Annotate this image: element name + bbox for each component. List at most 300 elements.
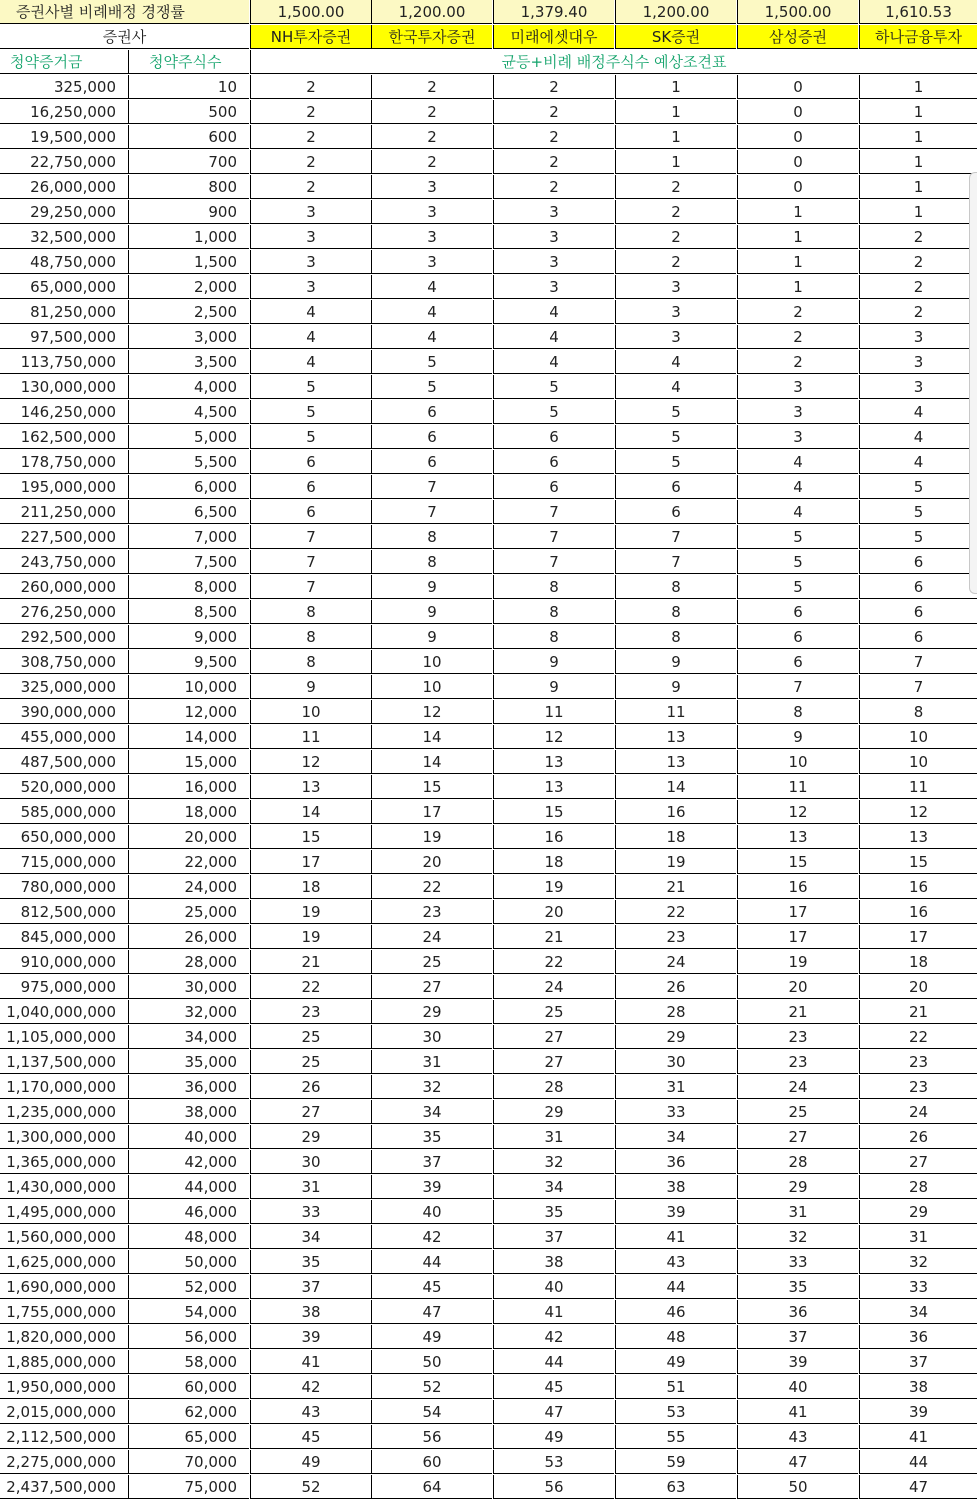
allocation-cell[interactable]: 18 (250, 875, 371, 899)
shares-cell[interactable]: 46,000 (128, 1200, 249, 1224)
allocation-cell[interactable]: 47 (859, 1475, 977, 1499)
allocation-cell[interactable]: 5 (250, 425, 371, 449)
allocation-cell[interactable]: 1 (737, 250, 858, 274)
allocation-cell[interactable]: 7 (615, 525, 736, 549)
allocation-cell[interactable]: 2 (859, 250, 977, 274)
allocation-cell[interactable]: 22 (371, 875, 492, 899)
allocation-cell[interactable]: 37 (493, 1225, 614, 1249)
allocation-cell[interactable]: 10 (371, 675, 492, 699)
broker-name[interactable]: 한국투자증권 (371, 25, 492, 49)
deposit-cell[interactable]: 455,000,000 (0, 725, 128, 749)
allocation-cell[interactable]: 28 (859, 1175, 977, 1199)
allocation-cell[interactable]: 11 (493, 700, 614, 724)
allocation-cell[interactable]: 22 (859, 1025, 977, 1049)
deposit-cell[interactable]: 1,300,000,000 (0, 1125, 128, 1149)
allocation-cell[interactable]: 26 (615, 975, 736, 999)
shares-cell[interactable]: 38,000 (128, 1100, 249, 1124)
shares-cell[interactable]: 2,500 (128, 300, 249, 324)
deposit-cell[interactable]: 975,000,000 (0, 975, 128, 999)
allocation-cell[interactable]: 2 (737, 350, 858, 374)
shares-cell[interactable]: 60,000 (128, 1375, 249, 1399)
deposit-cell[interactable]: 2,437,500,000 (0, 1475, 128, 1499)
allocation-cell[interactable]: 39 (250, 1325, 371, 1349)
allocation-cell[interactable]: 5 (493, 400, 614, 424)
allocation-cell[interactable]: 54 (371, 1400, 492, 1424)
allocation-cell[interactable]: 0 (737, 125, 858, 149)
shares-cell[interactable]: 16,000 (128, 775, 249, 799)
allocation-cell[interactable]: 30 (615, 1050, 736, 1074)
deposit-cell[interactable]: 845,000,000 (0, 925, 128, 949)
shares-cell[interactable]: 28,000 (128, 950, 249, 974)
deposit-cell[interactable]: 715,000,000 (0, 850, 128, 874)
allocation-cell[interactable]: 5 (737, 575, 858, 599)
allocation-cell[interactable]: 8 (615, 575, 736, 599)
allocation-cell[interactable]: 7 (371, 475, 492, 499)
shares-cell[interactable]: 3,500 (128, 350, 249, 374)
deposit-cell[interactable]: 1,690,000,000 (0, 1275, 128, 1299)
allocation-cell[interactable]: 24 (493, 975, 614, 999)
allocation-cell[interactable]: 3 (250, 250, 371, 274)
allocation-cell[interactable]: 16 (859, 875, 977, 899)
allocation-cell[interactable]: 33 (859, 1275, 977, 1299)
deposit-cell[interactable]: 162,500,000 (0, 425, 128, 449)
shares-cell[interactable]: 42,000 (128, 1150, 249, 1174)
shares-cell[interactable]: 62,000 (128, 1400, 249, 1424)
allocation-cell[interactable]: 3 (250, 225, 371, 249)
deposit-cell[interactable]: 325,000 (0, 75, 128, 99)
allocation-cell[interactable]: 5 (859, 525, 977, 549)
allocation-cell[interactable]: 19 (737, 950, 858, 974)
allocation-cell[interactable]: 15 (371, 775, 492, 799)
allocation-cell[interactable]: 18 (615, 825, 736, 849)
allocation-cell[interactable]: 1 (859, 200, 977, 224)
shares-cell[interactable]: 600 (128, 125, 249, 149)
allocation-cell[interactable]: 56 (371, 1425, 492, 1449)
allocation-cell[interactable]: 12 (859, 800, 977, 824)
allocation-cell[interactable]: 15 (493, 800, 614, 824)
allocation-cell[interactable]: 39 (371, 1175, 492, 1199)
allocation-cell[interactable]: 2 (250, 125, 371, 149)
allocation-cell[interactable]: 25 (737, 1100, 858, 1124)
allocation-cell[interactable]: 10 (250, 700, 371, 724)
allocation-cell[interactable]: 52 (250, 1475, 371, 1499)
deposit-cell[interactable]: 585,000,000 (0, 800, 128, 824)
allocation-cell[interactable]: 8 (493, 625, 614, 649)
allocation-cell[interactable]: 34 (615, 1125, 736, 1149)
allocation-cell[interactable]: 23 (859, 1050, 977, 1074)
allocation-cell[interactable]: 17 (250, 850, 371, 874)
rate-cell[interactable]: 1,610.53 (859, 0, 977, 24)
allocation-cell[interactable]: 21 (737, 1000, 858, 1024)
deposit-cell[interactable]: 1,137,500,000 (0, 1050, 128, 1074)
deposit-cell[interactable]: 243,750,000 (0, 550, 128, 574)
allocation-cell[interactable]: 2 (371, 75, 492, 99)
deposit-cell[interactable]: 1,365,000,000 (0, 1150, 128, 1174)
allocation-cell[interactable]: 6 (493, 475, 614, 499)
shares-cell[interactable]: 2,000 (128, 275, 249, 299)
deposit-cell[interactable]: 390,000,000 (0, 700, 128, 724)
allocation-cell[interactable]: 5 (371, 375, 492, 399)
allocation-cell[interactable]: 33 (615, 1100, 736, 1124)
broker-name[interactable]: NH투자증권 (250, 25, 371, 49)
allocation-cell[interactable]: 37 (250, 1275, 371, 1299)
allocation-cell[interactable]: 4 (737, 450, 858, 474)
deposit-cell[interactable]: 1,105,000,000 (0, 1025, 128, 1049)
allocation-cell[interactable]: 2 (615, 250, 736, 274)
allocation-cell[interactable]: 21 (615, 875, 736, 899)
shares-cell[interactable]: 24,000 (128, 875, 249, 899)
allocation-cell[interactable]: 6 (859, 550, 977, 574)
allocation-cell[interactable]: 3 (859, 325, 977, 349)
deposit-cell[interactable]: 910,000,000 (0, 950, 128, 974)
allocation-cell[interactable]: 39 (615, 1200, 736, 1224)
allocation-cell[interactable]: 50 (371, 1350, 492, 1374)
allocation-cell[interactable]: 3 (737, 400, 858, 424)
shares-cell[interactable]: 1,000 (128, 225, 249, 249)
shares-cell[interactable]: 3,000 (128, 325, 249, 349)
allocation-cell[interactable]: 3 (737, 375, 858, 399)
allocation-cell[interactable]: 2 (371, 125, 492, 149)
allocation-cell[interactable]: 31 (493, 1125, 614, 1149)
allocation-cell[interactable]: 4 (250, 325, 371, 349)
allocation-cell[interactable]: 5 (250, 400, 371, 424)
allocation-cell[interactable]: 27 (493, 1050, 614, 1074)
allocation-cell[interactable]: 3 (250, 275, 371, 299)
allocation-cell[interactable]: 15 (250, 825, 371, 849)
shares-cell[interactable]: 35,000 (128, 1050, 249, 1074)
allocation-cell[interactable]: 53 (493, 1450, 614, 1474)
allocation-cell[interactable]: 48 (615, 1325, 736, 1349)
shares-cell[interactable]: 10,000 (128, 675, 249, 699)
allocation-cell[interactable]: 9 (371, 625, 492, 649)
allocation-cell[interactable]: 11 (615, 700, 736, 724)
shares-cell[interactable]: 52,000 (128, 1275, 249, 1299)
allocation-cell[interactable]: 2 (371, 150, 492, 174)
allocation-cell[interactable]: 24 (615, 950, 736, 974)
allocation-cell[interactable]: 4 (737, 475, 858, 499)
allocation-cell[interactable]: 17 (737, 900, 858, 924)
allocation-cell[interactable]: 13 (250, 775, 371, 799)
deposit-cell[interactable]: 1,820,000,000 (0, 1325, 128, 1349)
deposit-cell[interactable]: 1,235,000,000 (0, 1100, 128, 1124)
shares-cell[interactable]: 44,000 (128, 1175, 249, 1199)
allocation-cell[interactable]: 6 (493, 450, 614, 474)
allocation-cell[interactable]: 3 (371, 175, 492, 199)
allocation-cell[interactable]: 47 (371, 1300, 492, 1324)
allocation-cell[interactable]: 1 (737, 200, 858, 224)
allocation-cell[interactable]: 36 (737, 1300, 858, 1324)
allocation-cell[interactable]: 29 (250, 1125, 371, 1149)
allocation-cell[interactable]: 20 (493, 900, 614, 924)
allocation-cell[interactable]: 0 (737, 150, 858, 174)
shares-column-header[interactable]: 청약주식수 (128, 50, 249, 74)
allocation-cell[interactable]: 5 (737, 525, 858, 549)
shares-cell[interactable]: 800 (128, 175, 249, 199)
shares-cell[interactable]: 18,000 (128, 800, 249, 824)
allocation-cell[interactable]: 2 (493, 175, 614, 199)
allocation-cell[interactable]: 64 (371, 1475, 492, 1499)
allocation-cell[interactable]: 59 (615, 1450, 736, 1474)
allocation-cell[interactable]: 52 (371, 1375, 492, 1399)
allocation-cell[interactable]: 3 (250, 200, 371, 224)
deposit-cell[interactable]: 2,015,000,000 (0, 1400, 128, 1424)
allocation-cell[interactable]: 5 (615, 400, 736, 424)
shares-cell[interactable]: 34,000 (128, 1025, 249, 1049)
allocation-cell[interactable]: 9 (250, 675, 371, 699)
allocation-cell[interactable]: 27 (493, 1025, 614, 1049)
allocation-cell[interactable]: 4 (493, 300, 614, 324)
allocation-cell[interactable]: 27 (250, 1100, 371, 1124)
allocation-cell[interactable]: 8 (493, 600, 614, 624)
allocation-cell[interactable]: 13 (493, 750, 614, 774)
allocation-cell[interactable]: 43 (250, 1400, 371, 1424)
allocation-cell[interactable]: 26 (859, 1125, 977, 1149)
allocation-cell[interactable]: 12 (371, 700, 492, 724)
deposit-cell[interactable]: 1,430,000,000 (0, 1175, 128, 1199)
allocation-cell[interactable]: 7 (250, 550, 371, 574)
allocation-cell[interactable]: 22 (615, 900, 736, 924)
shares-cell[interactable]: 26,000 (128, 925, 249, 949)
allocation-cell[interactable]: 27 (859, 1150, 977, 1174)
allocation-cell[interactable]: 28 (737, 1150, 858, 1174)
deposit-cell[interactable]: 812,500,000 (0, 900, 128, 924)
allocation-cell[interactable]: 0 (737, 175, 858, 199)
allocation-cell[interactable]: 43 (615, 1250, 736, 1274)
allocation-cell[interactable]: 32 (737, 1225, 858, 1249)
allocation-cell[interactable]: 5 (615, 425, 736, 449)
allocation-cell[interactable]: 41 (737, 1400, 858, 1424)
allocation-cell[interactable]: 34 (493, 1175, 614, 1199)
allocation-cell[interactable]: 6 (615, 500, 736, 524)
allocation-cell[interactable]: 6 (859, 600, 977, 624)
allocation-cell[interactable]: 3 (493, 250, 614, 274)
shares-cell[interactable]: 5,000 (128, 425, 249, 449)
allocation-cell[interactable]: 6 (250, 475, 371, 499)
allocation-cell[interactable]: 5 (859, 500, 977, 524)
deposit-cell[interactable]: 29,250,000 (0, 200, 128, 224)
deposit-cell[interactable]: 1,170,000,000 (0, 1075, 128, 1099)
allocation-cell[interactable]: 41 (615, 1225, 736, 1249)
allocation-cell[interactable]: 6 (615, 475, 736, 499)
allocation-cell[interactable]: 18 (859, 950, 977, 974)
allocation-cell[interactable]: 9 (371, 600, 492, 624)
allocation-cell[interactable]: 42 (250, 1375, 371, 1399)
deposit-cell[interactable]: 2,275,000,000 (0, 1450, 128, 1474)
allocation-cell[interactable]: 20 (859, 975, 977, 999)
allocation-cell[interactable]: 11 (859, 775, 977, 799)
allocation-cell[interactable]: 38 (859, 1375, 977, 1399)
allocation-cell[interactable]: 24 (371, 925, 492, 949)
allocation-cell[interactable]: 31 (737, 1200, 858, 1224)
allocation-cell[interactable]: 2 (859, 300, 977, 324)
allocation-cell[interactable]: 19 (493, 875, 614, 899)
allocation-cell[interactable]: 5 (250, 375, 371, 399)
shares-cell[interactable]: 10 (128, 75, 249, 99)
shares-cell[interactable]: 6,000 (128, 475, 249, 499)
allocation-cell[interactable]: 1 (859, 100, 977, 124)
allocation-cell[interactable]: 31 (859, 1225, 977, 1249)
shares-cell[interactable]: 65,000 (128, 1425, 249, 1449)
allocation-cell[interactable]: 31 (371, 1050, 492, 1074)
rate-cell[interactable]: 1,200.00 (615, 0, 736, 24)
deposit-column-header[interactable]: 청약증거금 (0, 50, 128, 74)
allocation-cell[interactable]: 63 (615, 1475, 736, 1499)
allocation-cell[interactable]: 5 (371, 350, 492, 374)
allocation-cell[interactable]: 24 (737, 1075, 858, 1099)
allocation-cell[interactable]: 2 (493, 125, 614, 149)
allocation-cell[interactable]: 17 (859, 925, 977, 949)
broker-label[interactable]: 증권사 (0, 25, 249, 49)
allocation-cell[interactable]: 49 (250, 1450, 371, 1474)
allocation-cell[interactable]: 3 (737, 425, 858, 449)
deposit-cell[interactable]: 22,750,000 (0, 150, 128, 174)
allocation-cell[interactable]: 13 (737, 825, 858, 849)
allocation-cell[interactable]: 6 (250, 450, 371, 474)
allocation-cell[interactable]: 32 (859, 1250, 977, 1274)
allocation-cell[interactable]: 15 (737, 850, 858, 874)
allocation-cell[interactable]: 8 (615, 600, 736, 624)
deposit-cell[interactable]: 650,000,000 (0, 825, 128, 849)
allocation-cell[interactable]: 29 (615, 1025, 736, 1049)
allocation-cell[interactable]: 14 (371, 725, 492, 749)
deposit-cell[interactable]: 32,500,000 (0, 225, 128, 249)
allocation-cell[interactable]: 6 (737, 600, 858, 624)
allocation-cell[interactable]: 44 (615, 1275, 736, 1299)
allocation-cell[interactable]: 39 (859, 1400, 977, 1424)
deposit-cell[interactable]: 1,755,000,000 (0, 1300, 128, 1324)
allocation-cell[interactable]: 7 (250, 575, 371, 599)
allocation-cell[interactable]: 7 (859, 650, 977, 674)
allocation-cell[interactable]: 2 (493, 150, 614, 174)
allocation-cell[interactable]: 20 (371, 850, 492, 874)
shares-cell[interactable]: 5,500 (128, 450, 249, 474)
allocation-cell[interactable]: 30 (250, 1150, 371, 1174)
allocation-cell[interactable]: 27 (737, 1125, 858, 1149)
allocation-cell[interactable]: 14 (250, 800, 371, 824)
allocation-cell[interactable]: 6 (371, 400, 492, 424)
shares-cell[interactable]: 7,000 (128, 525, 249, 549)
deposit-cell[interactable]: 308,750,000 (0, 650, 128, 674)
shares-cell[interactable]: 75,000 (128, 1475, 249, 1499)
allocation-cell[interactable]: 6 (493, 425, 614, 449)
allocation-cell[interactable]: 25 (493, 1000, 614, 1024)
deposit-cell[interactable]: 65,000,000 (0, 275, 128, 299)
allocation-cell[interactable]: 42 (371, 1225, 492, 1249)
allocation-cell[interactable]: 10 (737, 750, 858, 774)
allocation-cell[interactable]: 5 (615, 450, 736, 474)
shares-cell[interactable]: 50,000 (128, 1250, 249, 1274)
shares-cell[interactable]: 70,000 (128, 1450, 249, 1474)
allocation-cell[interactable]: 40 (371, 1200, 492, 1224)
shares-cell[interactable]: 8,000 (128, 575, 249, 599)
allocation-cell[interactable]: 29 (859, 1200, 977, 1224)
allocation-cell[interactable]: 5 (737, 550, 858, 574)
allocation-cell[interactable]: 49 (615, 1350, 736, 1374)
deposit-cell[interactable]: 1,040,000,000 (0, 1000, 128, 1024)
deposit-cell[interactable]: 195,000,000 (0, 475, 128, 499)
shares-cell[interactable]: 7,500 (128, 550, 249, 574)
allocation-cell[interactable]: 8 (615, 625, 736, 649)
allocation-cell[interactable]: 2 (493, 100, 614, 124)
allocation-cell[interactable]: 47 (493, 1400, 614, 1424)
allocation-cell[interactable]: 4 (371, 325, 492, 349)
allocation-cell[interactable]: 3 (371, 200, 492, 224)
deposit-cell[interactable]: 260,000,000 (0, 575, 128, 599)
allocation-cell[interactable]: 30 (371, 1025, 492, 1049)
allocation-cell[interactable]: 1 (859, 125, 977, 149)
allocation-cell[interactable]: 2 (615, 175, 736, 199)
allocation-cell[interactable]: 7 (250, 525, 371, 549)
deposit-cell[interactable]: 178,750,000 (0, 450, 128, 474)
shares-cell[interactable]: 14,000 (128, 725, 249, 749)
allocation-cell[interactable]: 6 (737, 625, 858, 649)
shares-cell[interactable]: 12,000 (128, 700, 249, 724)
allocation-cell[interactable]: 28 (615, 1000, 736, 1024)
allocation-cell[interactable]: 8 (371, 525, 492, 549)
allocation-cell[interactable]: 4 (859, 450, 977, 474)
deposit-cell[interactable]: 1,495,000,000 (0, 1200, 128, 1224)
allocation-cell[interactable]: 40 (493, 1275, 614, 1299)
deposit-cell[interactable]: 1,560,000,000 (0, 1225, 128, 1249)
allocation-cell[interactable]: 16 (737, 875, 858, 899)
shares-cell[interactable]: 25,000 (128, 900, 249, 924)
allocation-cell[interactable]: 21 (250, 950, 371, 974)
allocation-cell[interactable]: 7 (371, 500, 492, 524)
allocation-cell[interactable]: 2 (250, 150, 371, 174)
allocation-cell[interactable]: 28 (493, 1075, 614, 1099)
allocation-cell[interactable]: 0 (737, 100, 858, 124)
broker-name[interactable]: SK증권 (615, 25, 736, 49)
allocation-cell[interactable]: 33 (250, 1200, 371, 1224)
allocation-cell[interactable]: 7 (737, 675, 858, 699)
broker-name[interactable]: 하나금융투자 (859, 25, 977, 49)
allocation-cell[interactable]: 36 (859, 1325, 977, 1349)
allocation-cell[interactable]: 19 (250, 900, 371, 924)
allocation-cell[interactable]: 53 (615, 1400, 736, 1424)
allocation-cell[interactable]: 34 (859, 1300, 977, 1324)
allocation-cell[interactable]: 45 (493, 1375, 614, 1399)
allocation-cell[interactable]: 29 (737, 1175, 858, 1199)
shares-cell[interactable]: 36,000 (128, 1075, 249, 1099)
allocation-cell[interactable]: 50 (737, 1475, 858, 1499)
rate-cell[interactable]: 1,200.00 (371, 0, 492, 24)
allocation-cell[interactable]: 35 (737, 1275, 858, 1299)
allocation-cell[interactable]: 13 (859, 825, 977, 849)
allocation-cell[interactable]: 34 (371, 1100, 492, 1124)
allocation-cell[interactable]: 4 (250, 300, 371, 324)
allocation-cell[interactable]: 44 (859, 1450, 977, 1474)
allocation-cell[interactable]: 60 (371, 1450, 492, 1474)
allocation-cell[interactable]: 29 (371, 1000, 492, 1024)
shares-cell[interactable]: 4,000 (128, 375, 249, 399)
allocation-cell[interactable]: 6 (859, 575, 977, 599)
deposit-cell[interactable]: 26,000,000 (0, 175, 128, 199)
allocation-cell[interactable]: 9 (737, 725, 858, 749)
allocation-cell[interactable]: 7 (493, 550, 614, 574)
allocation-cell[interactable]: 17 (737, 925, 858, 949)
allocation-cell[interactable]: 35 (250, 1250, 371, 1274)
allocation-cell[interactable]: 2 (737, 325, 858, 349)
allocation-cell[interactable]: 9 (615, 675, 736, 699)
allocation-cell[interactable]: 21 (859, 1000, 977, 1024)
allocation-cell[interactable]: 46 (615, 1300, 736, 1324)
scroll-handle[interactable] (969, 172, 977, 594)
allocation-cell[interactable]: 2 (859, 275, 977, 299)
allocation-cell[interactable]: 44 (371, 1250, 492, 1274)
allocation-cell[interactable]: 22 (493, 950, 614, 974)
deposit-cell[interactable]: 48,750,000 (0, 250, 128, 274)
allocation-cell[interactable]: 26 (250, 1075, 371, 1099)
